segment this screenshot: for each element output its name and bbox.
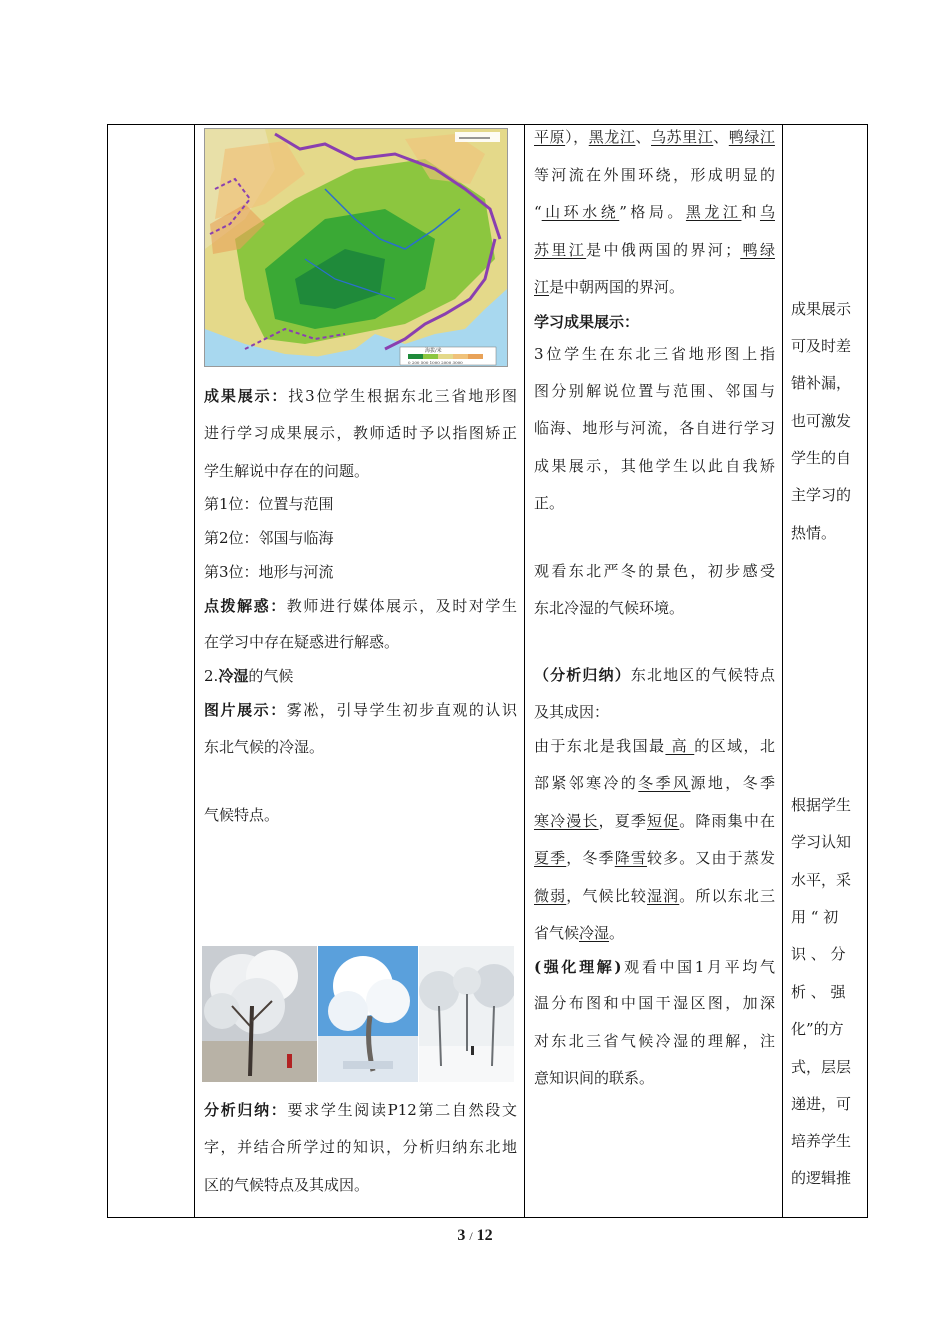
student-item-3: 第3位：地形与河流 bbox=[204, 563, 334, 581]
text-line: 对东北三省气候冷湿的理解，注 bbox=[534, 1032, 775, 1050]
text-line: 微弱，气候比较湿润。所以东北三 bbox=[534, 887, 775, 905]
page-number bbox=[0, 1227, 950, 1245]
text-line: 进行学习成果展示，教师适时予以指图矫正 bbox=[204, 424, 517, 442]
text-line: 化”的方 bbox=[791, 1020, 844, 1038]
total-pages: 12 bbox=[476, 1227, 493, 1244]
achievement-display-paragraph: 成果展示：找3位学生根据东北三省地形图 bbox=[204, 387, 517, 405]
picture-display-label: 图片展示： bbox=[204, 701, 287, 719]
text-line: 部紧邻寒冷的冬季风源地，冬季 bbox=[534, 774, 775, 792]
rivers-line: 平原），黑龙江、乌苏里江、鸭绿江 bbox=[534, 128, 775, 146]
text-line: 苏里江是中俄两国的界河；鸭绿 bbox=[534, 241, 775, 259]
rime-photo-1 bbox=[202, 946, 317, 1082]
text-line: 东北冷湿的气候环境。 bbox=[534, 599, 685, 617]
lesson-table bbox=[107, 124, 868, 1218]
text-line: 在学习中存在疑惑进行解惑。 bbox=[204, 633, 400, 651]
map-legend-title: 海拔/米 bbox=[425, 348, 442, 354]
text-line: 3位学生在东北三省地形图上指 bbox=[534, 345, 775, 363]
current-page: 3 bbox=[457, 1227, 466, 1244]
rime-photo-3 bbox=[419, 946, 514, 1082]
teacher-activity-column bbox=[195, 125, 525, 1217]
reinforce-understanding-line: (强化理解)观看中国1月平均气 bbox=[534, 958, 775, 976]
reinforce-understanding-label: (强化理解) bbox=[534, 958, 622, 976]
student-activity-column bbox=[525, 125, 783, 1217]
student-item-2: 第2位：邻国与临海 bbox=[204, 529, 334, 547]
text-line: 图分别解说位置与范围、邻国与 bbox=[534, 382, 775, 400]
analysis-label: 分析归纳： bbox=[204, 1101, 288, 1119]
text-line: 夏季，冬季降雪较多。又由于蒸发 bbox=[534, 849, 775, 867]
text-line: 递进，可 bbox=[791, 1095, 852, 1113]
rime-photo-strip bbox=[202, 946, 514, 1082]
text-line: 正。 bbox=[534, 494, 565, 512]
text-line: 东北气候的冷湿。 bbox=[204, 738, 325, 756]
text-line: 学生的自 bbox=[791, 449, 852, 467]
text-line: 临海、地形与河流，各自进行学习 bbox=[534, 419, 775, 437]
page-separator: / bbox=[469, 1229, 473, 1243]
text-line: 可及时差 bbox=[791, 337, 852, 355]
achievement-display-label: 成果展示： bbox=[204, 387, 289, 405]
phase-column bbox=[108, 125, 194, 1217]
text-line: 热情。 bbox=[791, 524, 837, 542]
analysis-summary-label: （分析归纳） bbox=[534, 666, 631, 684]
text-line: 等河流在外围环绕，形成明显的 bbox=[534, 166, 775, 184]
text-line: 主学习的 bbox=[791, 486, 852, 504]
text-line: 温分布图和中国干湿区图，加深 bbox=[534, 994, 775, 1012]
text-line: 字，并结合所学过的知识，分析归纳东北地 bbox=[204, 1138, 517, 1156]
section-heading: 2.冷湿的气候 bbox=[204, 667, 294, 685]
rime-photo-2 bbox=[318, 946, 418, 1082]
text-line: 根据学生 bbox=[791, 796, 852, 814]
map-legend-ticks: 0 200 500 1000 2000 3000 bbox=[408, 360, 463, 365]
text-line: 析 、 强 bbox=[791, 983, 846, 1001]
climate-features-text: 气候特点。 bbox=[204, 806, 280, 824]
text-line: 寒冷漫长，夏季短促。降雨集中在 bbox=[534, 812, 775, 830]
picture-display-paragraph: 图片展示：雾凇，引导学生初步直观的认识 bbox=[204, 701, 517, 719]
text-line: “山环水绕”格局。黑龙江和乌 bbox=[534, 203, 775, 221]
text-line: 江是中朝两国的界河。 bbox=[534, 278, 685, 296]
analysis-summary-line: （分析归纳）东北地区的气候特点 bbox=[534, 666, 775, 684]
text-line: 省气候冷湿。 bbox=[534, 924, 625, 942]
northeast-terrain-map bbox=[204, 128, 508, 367]
guidance-paragraph: 点拨解惑：教师进行媒体展示，及时对学生 bbox=[204, 597, 517, 615]
text-line: 识 、 分 bbox=[791, 945, 846, 963]
learning-achievement-heading: 学习成果展示： bbox=[534, 313, 640, 331]
text-line: 观看东北严冬的景色，初步感受 bbox=[534, 562, 775, 580]
guidance-label: 点拨解惑： bbox=[204, 597, 287, 615]
text-line: 及其成因： bbox=[534, 703, 610, 721]
text-line: 区的气候特点及其成因。 bbox=[204, 1176, 370, 1194]
text-line: 式，层层 bbox=[791, 1058, 852, 1076]
text-line: 培养学生 bbox=[791, 1132, 852, 1150]
analysis-paragraph: 分析归纳：要求学生阅读P12第二自然段文 bbox=[204, 1101, 517, 1119]
text-line: 意知识间的联系。 bbox=[534, 1069, 655, 1087]
text-line: 错补漏， bbox=[791, 374, 852, 392]
text-line: 学习认知 bbox=[791, 833, 852, 851]
text-line: 学生解说中存在的问题。 bbox=[204, 462, 370, 480]
text-line: 也可激发 bbox=[791, 412, 852, 430]
text-line: 成果展示，其他学生以此自我矫 bbox=[534, 457, 775, 475]
text-line: 成果展示 bbox=[791, 300, 852, 318]
text-line: 用 “ 初 bbox=[791, 908, 839, 926]
student-item-1: 第1位：位置与范围 bbox=[204, 495, 334, 513]
text-line: 水平，采 bbox=[791, 871, 852, 889]
text-line: 的逻辑推 bbox=[791, 1169, 852, 1187]
text-line: 由于东北是我国最 高 的区域，北 bbox=[534, 737, 775, 755]
design-intent-column bbox=[783, 125, 869, 1217]
